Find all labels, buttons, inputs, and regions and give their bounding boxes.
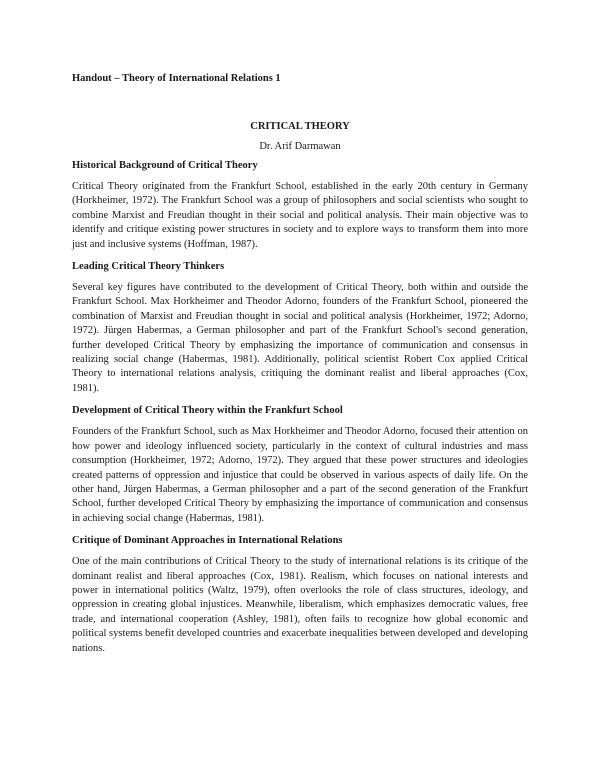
section-body-frankfurt-development: Founders of the Frankfurt School, such as Max Horkheimer and Theodor Adorno, focused their attention on how power and ideology influenced society, particularly in the context of cultural industries and mass consumption (Horkheimer, 1972; Adorno, 1972). They argued that these power structures and ideologies created patterns of oppression and injustice that could be observed in various aspects of daily life. On the other hand, Jürgen Habermas, a German philosopher and a part of the second generation of the Frankfurt School, further developed Critical Theory by emphasizing the importance of communication and consensus in achieving social change (Habermas, 1981). <box>72 426 528 524</box>
section-heading-historical-background: Historical Background of Critical Theory <box>72 160 258 171</box>
section-body-leading-thinkers: Several key figures have contributed to the development of Critical Theory, both within and outside the Frankfurt School. Max Horkheimer and Theodor Adorno, founders of the Frankfurt School, pioneered the combination of Marxist and Freudian thought in social and political analysis (Horkheimer, 1972; Adorno, 1972). Jürgen Habermas, a German philosopher and part of the Frankfurt School's second generation, further developed Critical Theory by emphasizing the importance of communication and consensus in realizing social change (Habermas, 1981). Additionally, political scientist Robert Cox applied Critical Theory to international relations analysis, critiquing the dominant realist and liberal approaches (Cox, 1981). <box>72 282 528 394</box>
section-heading-frankfurt-development: Development of Critical Theory within the Frankfurt School <box>72 405 343 417</box>
section-heading-leading-thinkers: Leading Critical Theory Thinkers <box>72 261 225 273</box>
author-name: Dr. Arif Darmawan <box>259 141 341 152</box>
section-body-critique-dominant-approaches: One of the main contributions of Critical Theory to the study of international relations is its critique of the dominant realist and liberal approaches (Cox, 1981). Realism, which focuses on national interests and power in international politics (Waltz, 1979), often overlooks the role of class structures, ideology, and oppression in creating global injustices. Meanwhile, liberalism, which emphasizes democratic values, free trade, and international cooperation (Ashley, 1981), often fails to recognize how global economic and political systems benefit developed countries and exacerbate inequalities between developed and developing nations. <box>72 556 528 654</box>
document-page <box>72 72 528 656</box>
document-title: CRITICAL THEORY <box>250 121 350 132</box>
section-heading-critique-dominant-approaches: Critique of Dominant Approaches in International Relations <box>72 535 343 547</box>
section-body-historical-background: Critical Theory originated from the Frankfurt School, established in the early 20th century in Germany (Horkheimer, 1972). The Frankfurt School was a group of philosophers and social scientists who sought to combine Marxist and Freudian thought in their social and political analysis. Their main objective was to identify and critique existing power structures in society and to explore ways to transform them into more just and inclusive systems (Hoffman, 1987). <box>72 181 528 250</box>
handout-title: Handout – Theory of International Relations 1 <box>72 73 281 84</box>
